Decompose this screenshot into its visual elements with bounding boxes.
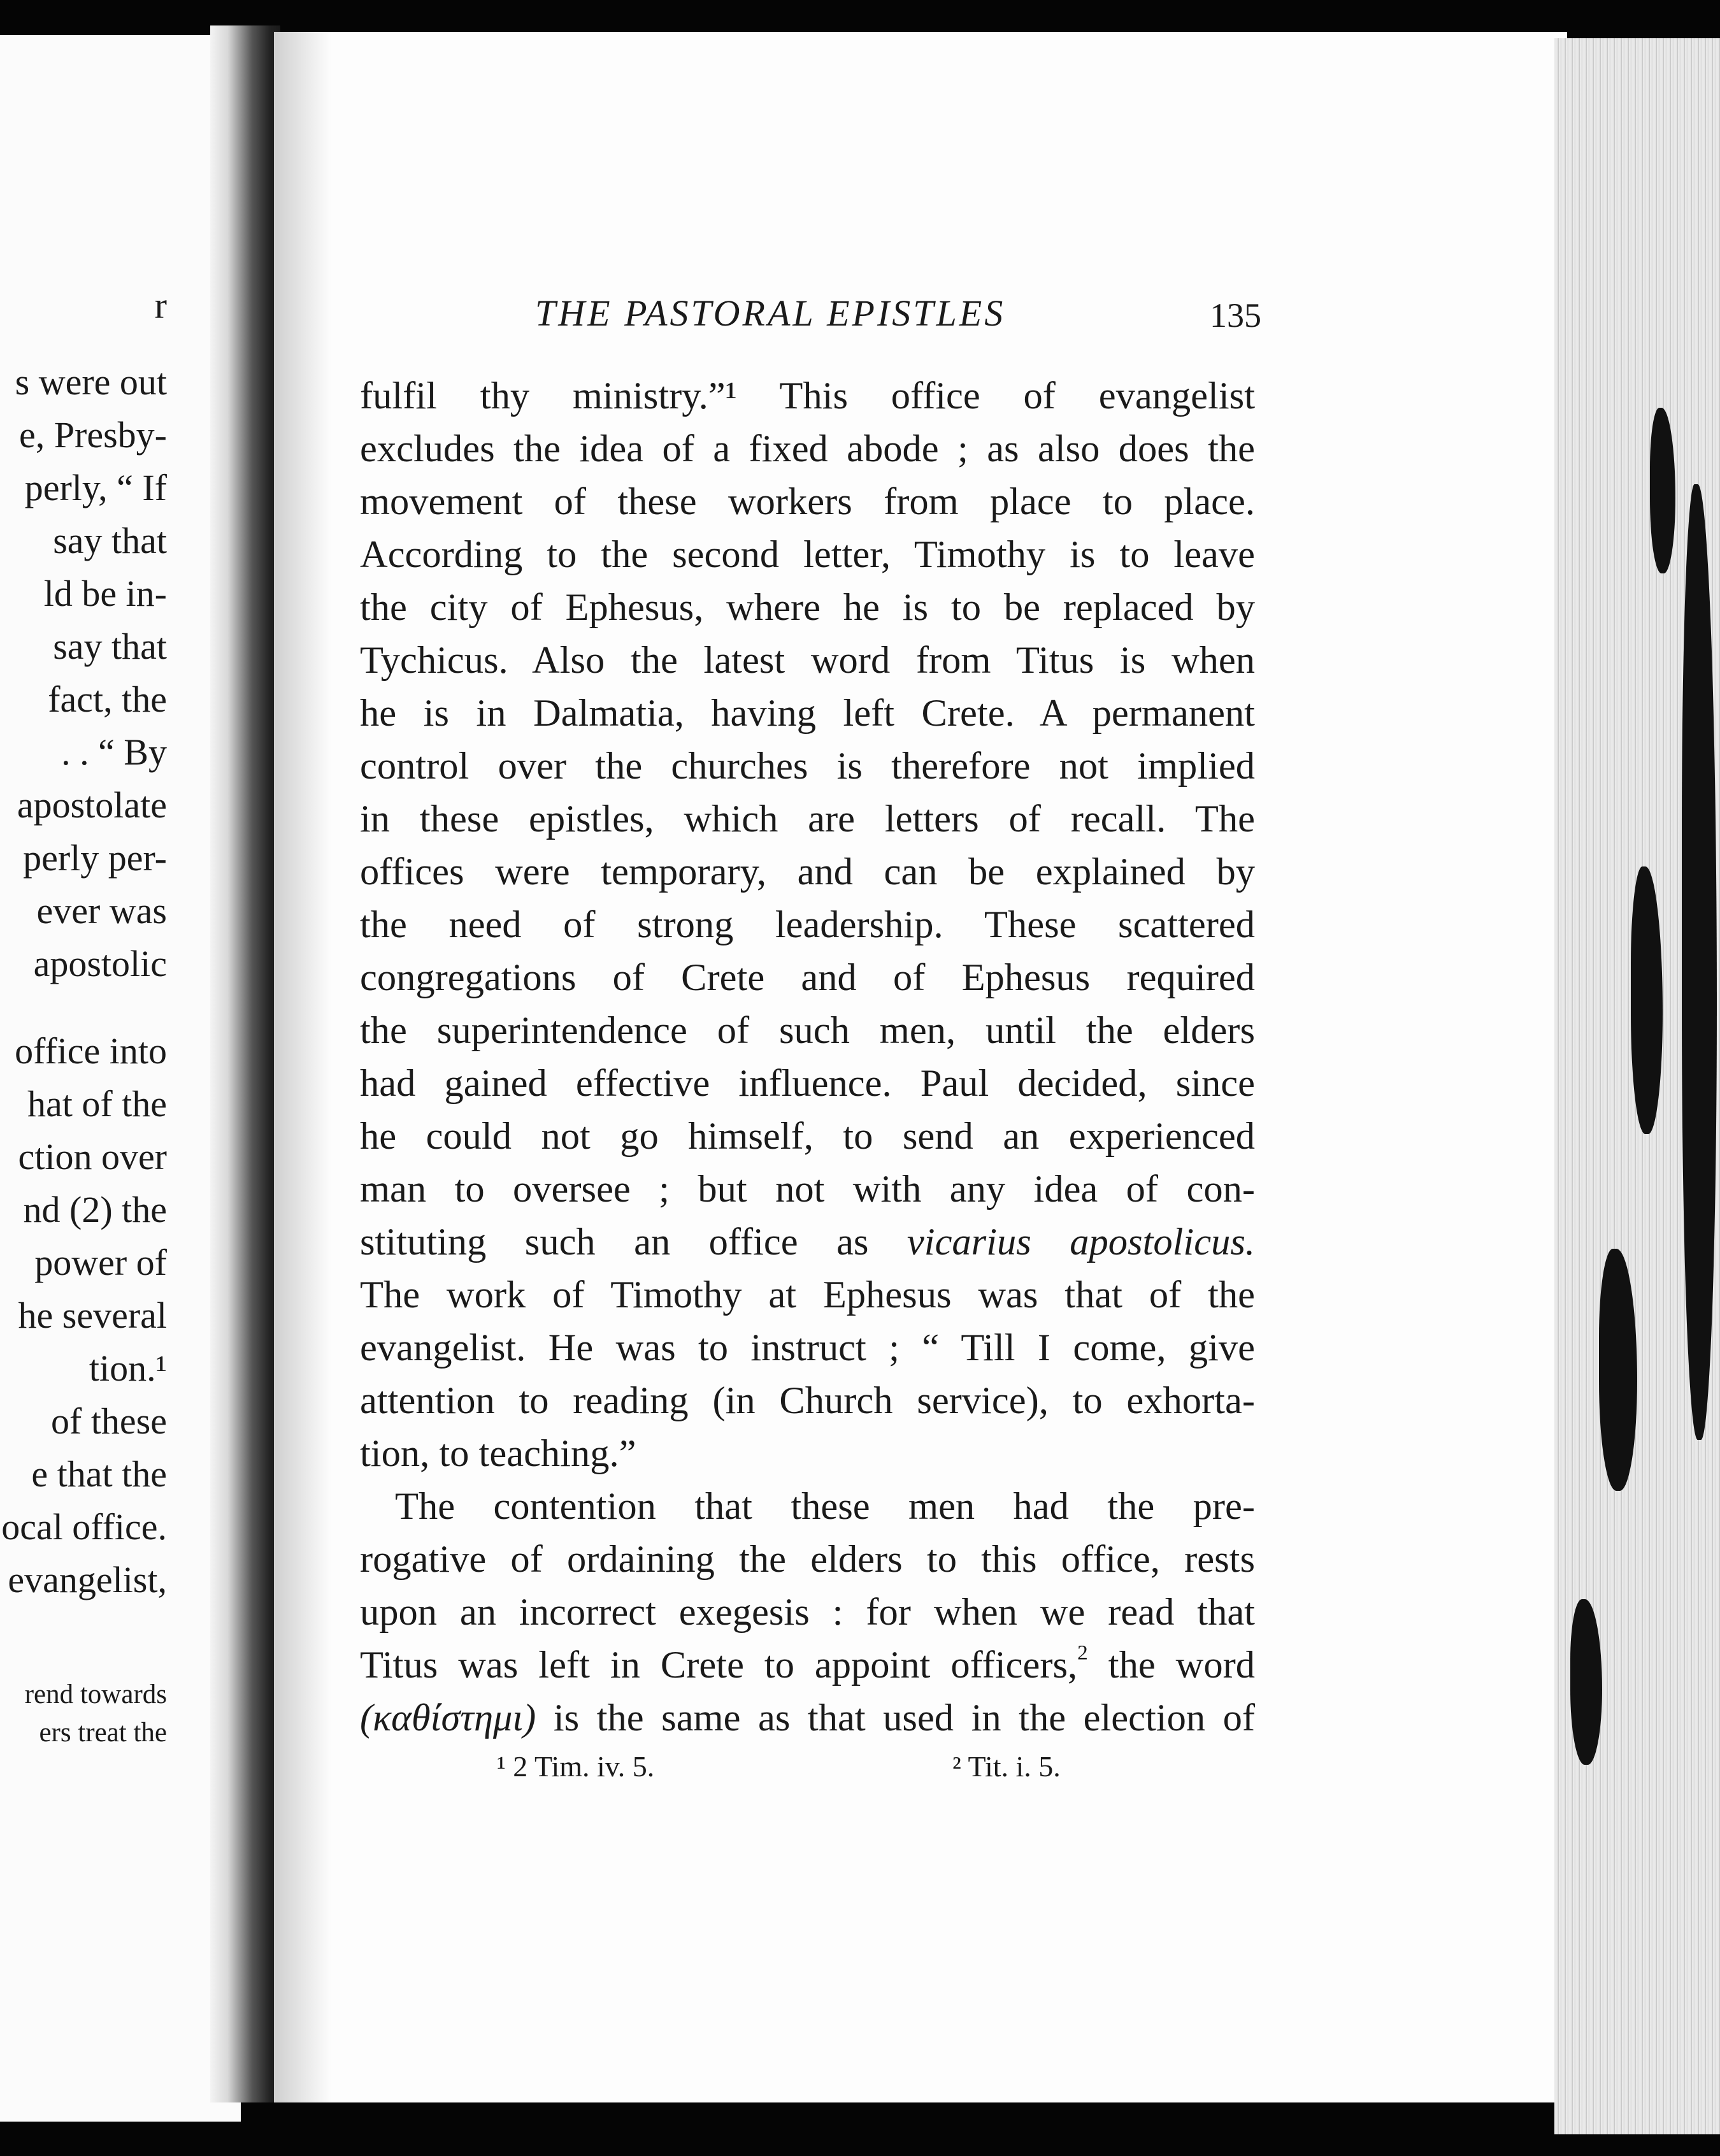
text-line: The work of Timothy at Ephesus was that of the	[360, 1274, 1255, 1316]
left-line: r	[154, 285, 167, 326]
left-line: tion.¹	[89, 1348, 167, 1389]
page-number: 135	[1210, 296, 1261, 334]
text-line: Tychicus. Also the latest word from Titus is when	[360, 639, 1255, 682]
text-line: the city of Ephesus, where he is to be replaced by	[360, 586, 1255, 629]
greek-word: (καθίστημι)	[360, 1697, 536, 1739]
left-line: perly per-	[23, 837, 167, 879]
footnote-1: ¹ 2 Tim. iv. 5.	[497, 1750, 655, 1783]
running-head	[535, 292, 1261, 343]
left-line: ction over	[18, 1136, 167, 1177]
left-line: office into	[15, 1030, 167, 1072]
left-line: ever was	[36, 890, 167, 931]
text-segment: is the same as that used in the election of	[553, 1697, 1255, 1739]
left-line: he several	[18, 1295, 167, 1336]
left-line: say that	[53, 520, 167, 561]
left-footnote-line: ers treat the	[39, 1718, 167, 1748]
text-line: excludes the idea of a fixed abode ; as also does the	[360, 428, 1255, 470]
text-line: in these epistles, which are letters of recall. The	[360, 798, 1255, 840]
left-line: power of	[34, 1242, 167, 1283]
left-line: nd (2) the	[23, 1189, 167, 1230]
text-line: tion, to teaching.”	[360, 1432, 636, 1475]
text-line: he could not go himself, to send an experienced	[360, 1115, 1255, 1158]
footnotes	[360, 1750, 1255, 1788]
paragraph-first-line: The contention that these men had the pre-	[395, 1485, 1255, 1528]
left-line: fact, the	[48, 679, 167, 720]
edge-stain	[1682, 484, 1717, 1440]
left-line: ocal office.	[1, 1506, 167, 1548]
text-line: upon an incorrect exegesis : for when we read that	[360, 1591, 1255, 1634]
text-line: evangelist. He was to instruct ; “ Till I come, give	[360, 1326, 1255, 1369]
text-line: the superintendence of such men, until the elders	[360, 1009, 1255, 1052]
page-edges	[1554, 38, 1720, 2134]
text-line: offices were temporary, and can be explained by	[360, 851, 1255, 893]
text-line	[360, 1216, 1255, 1268]
left-line: ld be in-	[43, 573, 167, 614]
left-line: s were out	[15, 361, 167, 403]
left-page	[0, 35, 241, 2122]
left-footnote-line: rend towards	[24, 1679, 167, 1709]
text-line	[360, 1639, 1255, 1692]
text-segment: stituting such an office as	[360, 1221, 869, 1263]
left-line: e, Presby-	[19, 414, 167, 456]
text-line	[360, 1692, 1255, 1744]
text-line: According to the second letter, Timothy is to leave	[360, 533, 1255, 576]
left-line: . . “ By	[61, 731, 167, 773]
body-text	[360, 370, 1255, 1744]
text-line: control over the churches is therefore not implied	[360, 745, 1255, 787]
text-segment: Titus was left in Crete to appoint officers,	[360, 1644, 1078, 1686]
left-line: apostolic	[33, 943, 167, 984]
gutter-shadow	[274, 32, 331, 2102]
text-line: movement of these workers from place to place.	[360, 480, 1255, 523]
left-line: e that the	[31, 1453, 167, 1495]
text-line: had gained effective influence. Paul decided, since	[360, 1062, 1255, 1105]
edge-stain	[1650, 408, 1675, 573]
running-title: THE PASTORAL EPISTLES	[535, 292, 1006, 334]
text-line: he is in Dalmatia, having left Crete. A permanent	[360, 692, 1255, 735]
left-line: apostolate	[17, 784, 167, 826]
footnote-2: ² Tit. i. 5.	[952, 1750, 1061, 1783]
left-line: perly, “ If	[24, 467, 167, 508]
text-line: man to oversee ; but not with any idea of con-	[360, 1168, 1255, 1211]
text-line: the need of strong leadership. These scattered	[360, 903, 1255, 946]
book-gutter	[210, 25, 280, 2102]
left-line: hat of the	[27, 1083, 167, 1125]
footnote-ref: 2	[1077, 1641, 1088, 1665]
left-line: say that	[53, 626, 167, 667]
text-line: fulfil thy ministry.”¹ This office of evangelist	[360, 375, 1255, 417]
text-line: congregations of Crete and of Ephesus required	[360, 956, 1255, 999]
text-line: attention to reading (in Church service), to exhorta-	[360, 1379, 1255, 1422]
italic-phrase: vicarius apostolicus.	[907, 1221, 1256, 1263]
edge-stain	[1631, 866, 1663, 1134]
left-line: of these	[51, 1400, 167, 1442]
text-segment: the word	[1108, 1644, 1256, 1686]
text-line: rogative of ordaining the elders to this office, rests	[360, 1538, 1255, 1581]
edge-stain	[1599, 1249, 1637, 1491]
edge-stain	[1570, 1599, 1602, 1765]
left-line: evangelist,	[8, 1559, 167, 1600]
